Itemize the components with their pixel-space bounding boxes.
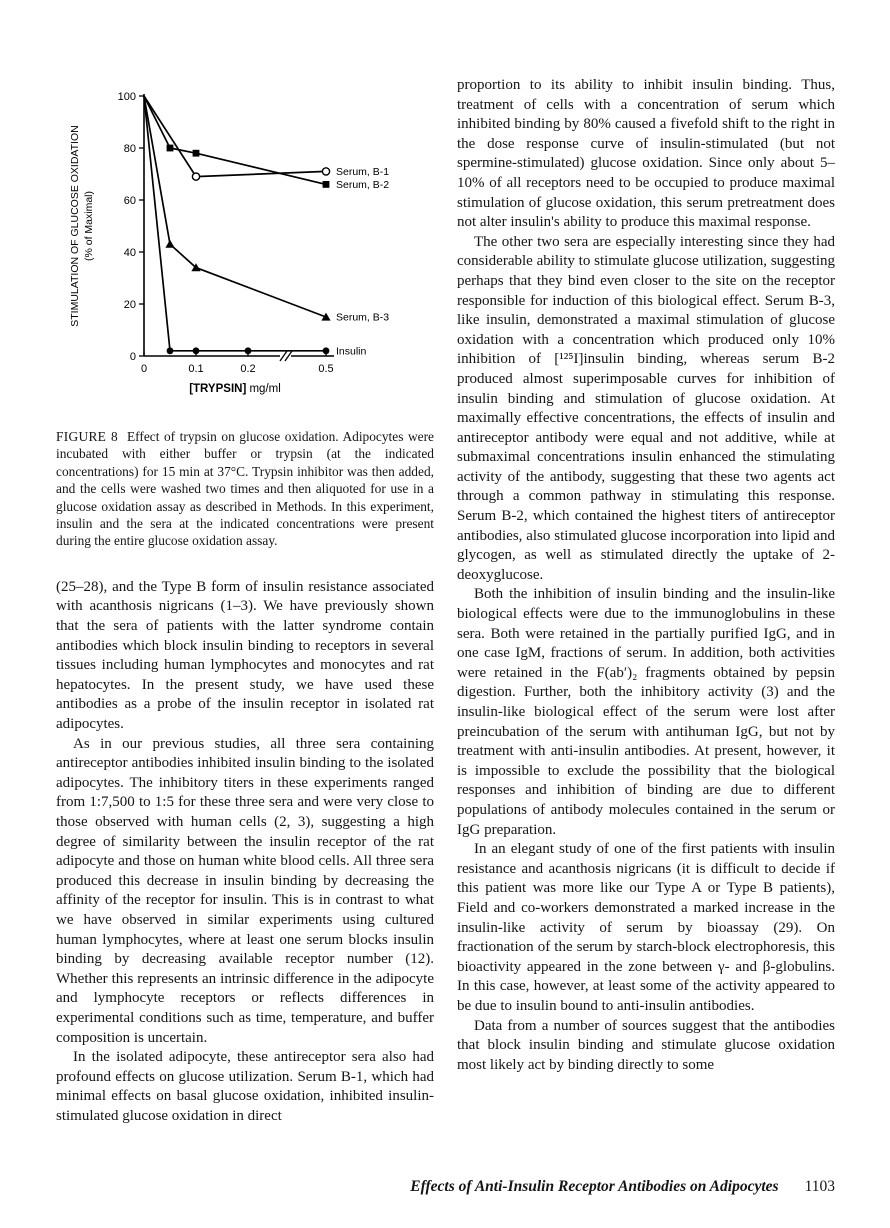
series-serum-b-1	[144, 96, 330, 180]
series-serum-b-3	[144, 96, 331, 321]
chart-svg	[56, 84, 434, 416]
body-paragraph: The other two sera are especially interesting since they had considerable ability to stimulate glucose utilization, suggesting perhaps that they bind even closer to the site on the receptor responsible for induction of this biological effect. Serum B-3, like insulin, demonstrated a maximal stimulation of glucose oxidation with a concentration which produced only 10% inhibition of [¹²⁵I]insulin binding, whereas serum B-2 produced almost superimposable curves for inhibition of insulin binding and stimulation of glucose oxidation. At maximally effective concentrations, the effects of insulin and antireceptor antibody were equal and not additive, while at submaximal concentrations insulin enhanced the stimulating activity of the antibody, suggesting that these two agents act through a common pathway in stimulating this response. Serum B-2, which contained the highest titers of antireceptor antibodies, also stimulated glucose incorporation into lipid and glycogen, as well as stimulated directly the uptake of 2-deoxyglucose.	[457, 233, 835, 583]
page-footer	[410, 1178, 835, 1196]
page-number: 1103	[804, 1178, 835, 1195]
figure-caption-text: Effect of trypsin on glucose oxidation. Adipocytes were incubated with either buffer or trypsin (at the indicated concentrations) for 15 min at 37°C. Trypsin inhibitor was then added, and the cells were washed two times and then aliquoted for use in a glucose oxidation assay as described in Methods. In this experiment, insulin and the sera at the indicated concentrations were present during the entire glucose oxidation assay.	[56, 429, 434, 549]
body-paragraph: Data from a number of sources suggest that the antibodies that block insulin binding and stimulate glucose oxidation most likely act by binding directly to some	[457, 1017, 835, 1073]
body-paragraph: proportion to its ability to inhibit insulin binding. Thus, treatment of cells with a concentration of serum which inhibited binding by 80% caused a fivefold shift to the right in the dose response curve of insulin-stimulated (but not spermine-stimulated) glucose oxidation. Since only about 5–10% of all receptors need to be occupied to produce maximal stimulation of glucose oxidation, this serum pretreatment does not alter insulin's ability to produce this maximal response.	[457, 77, 835, 231]
body-paragraph: In an elegant study of one of the first patients with insulin resistance and acanthosis nigricans (it is difficult to decide if this patient was more like our Type A or Type B patients), Field and co-workers demonstrated a marked increase in the insulin-like activity of serum by bioassay (29). On fractionation of the serum by starch-block electrophoresis, this bioactivity appeared in the zone between γ- and β-globulins. In this case, however, at least some of the activity appeared to be due to insulin bound to anti-insulin antibodies.	[457, 841, 835, 1014]
series-label: Serum, B-1	[336, 165, 390, 178]
series-serum-b-2	[144, 96, 329, 188]
y-tick-label: 0	[129, 350, 136, 363]
body-paragraph: (25–28), and the Type B form of insulin resistance associated with acanthosis nigricans (1–3). We have previously shown that the sera of patients with the latter syndrome contain antibodies which block insulin binding to receptors in several tissues including human lymphocytes and monocytes and rat hepatocytes. In the present study, we have used these antibodies as a probe of the insulin receptor in isolated rat adipocytes.	[56, 578, 434, 732]
y-axis-label: STIMULATION OF GLUCOSE OXIDATION	[69, 125, 81, 327]
body-paragraph: Both the inhibition of insulin binding and the insulin-like biological effects were due to the immunoglobulins in these sera. Both were retained in the partially purified IgG, and in one case IgM, fractions of serum. In addition, both activities were retained in the F(ab′)₂ fragments obtained by pepsin digestion. Further, both the inhibitory activity (3) and the insulin-like biological effect of the serum were lost after preincubation of the serum with antihuman IgG, but not by treatment with anti-insulin antibodies. At present, however, it is impossible to exclude the possibility that the biological responses and inhibition of binding are due to different populations of antibody molecules contained in the serum or IgG preparation.	[457, 586, 835, 838]
left-column	[56, 84, 434, 1126]
body-paragraph: In the isolated adipocyte, these antireceptor sera also had profound effects on glucose utilization. Serum B-1, which had minimal effects on basal glucose oxidation, inhibited insulin-stimulated glucose oxidation in direct	[56, 1049, 434, 1124]
body-paragraph: As in our previous studies, all three sera containing antireceptor antibodies inhibited insulin binding to the isolated adipocytes. The inhibitory titers in these experiments ranged from 1:7,500 to 1:5 for these three sera and were very close to those observed with human cells (2, 3), suggesting a high degree of similarity between the insulin receptor of the rat adipocyte and those on human white blood cells. All three sera produced this decrease in insulin binding by decreasing the affinity of the receptor for insulin. This is in contrast to what we have observed in similar experiments using cultured human lymphocytes, where at least one serum blocks insulin binding by decreasing available receptor number (12). Whether this represents an intrinsic difference in the adipocyte and lymphocyte receptors or reflects differences in experimental conditions such as time, temperature, and buffer composition is uncertain.	[56, 735, 434, 1046]
x-tick-label: 0	[140, 363, 148, 375]
right-column	[457, 76, 835, 1075]
series-label: Serum, B-3	[336, 311, 390, 324]
figure-8-caption	[56, 428, 434, 550]
figure-8-chart	[56, 84, 434, 416]
figure-8	[56, 84, 434, 550]
running-title: Effects of Anti-Insulin Receptor Antibodies on Adipocytes	[410, 1178, 779, 1195]
x-tick-label: 0.1	[188, 363, 204, 375]
y-tick-label: 100	[117, 90, 136, 103]
x-tick-label: 0.5	[318, 363, 334, 375]
y-tick-label: 20	[123, 298, 136, 311]
y-axis-label-units: (% of Maximal)	[83, 190, 95, 262]
x-axis-label: [TRYPSIN] mg/ml	[189, 383, 281, 395]
x-tick-label: 0.2	[240, 363, 256, 375]
figure-label: FIGURE 8	[56, 429, 118, 444]
y-tick-label: 40	[123, 246, 136, 259]
y-tick-label: 60	[123, 194, 136, 207]
y-tick-label: 80	[123, 142, 136, 155]
series-label: Serum, B-2	[336, 178, 390, 191]
series-insulin	[144, 96, 329, 354]
series-label: Insulin	[336, 345, 367, 358]
